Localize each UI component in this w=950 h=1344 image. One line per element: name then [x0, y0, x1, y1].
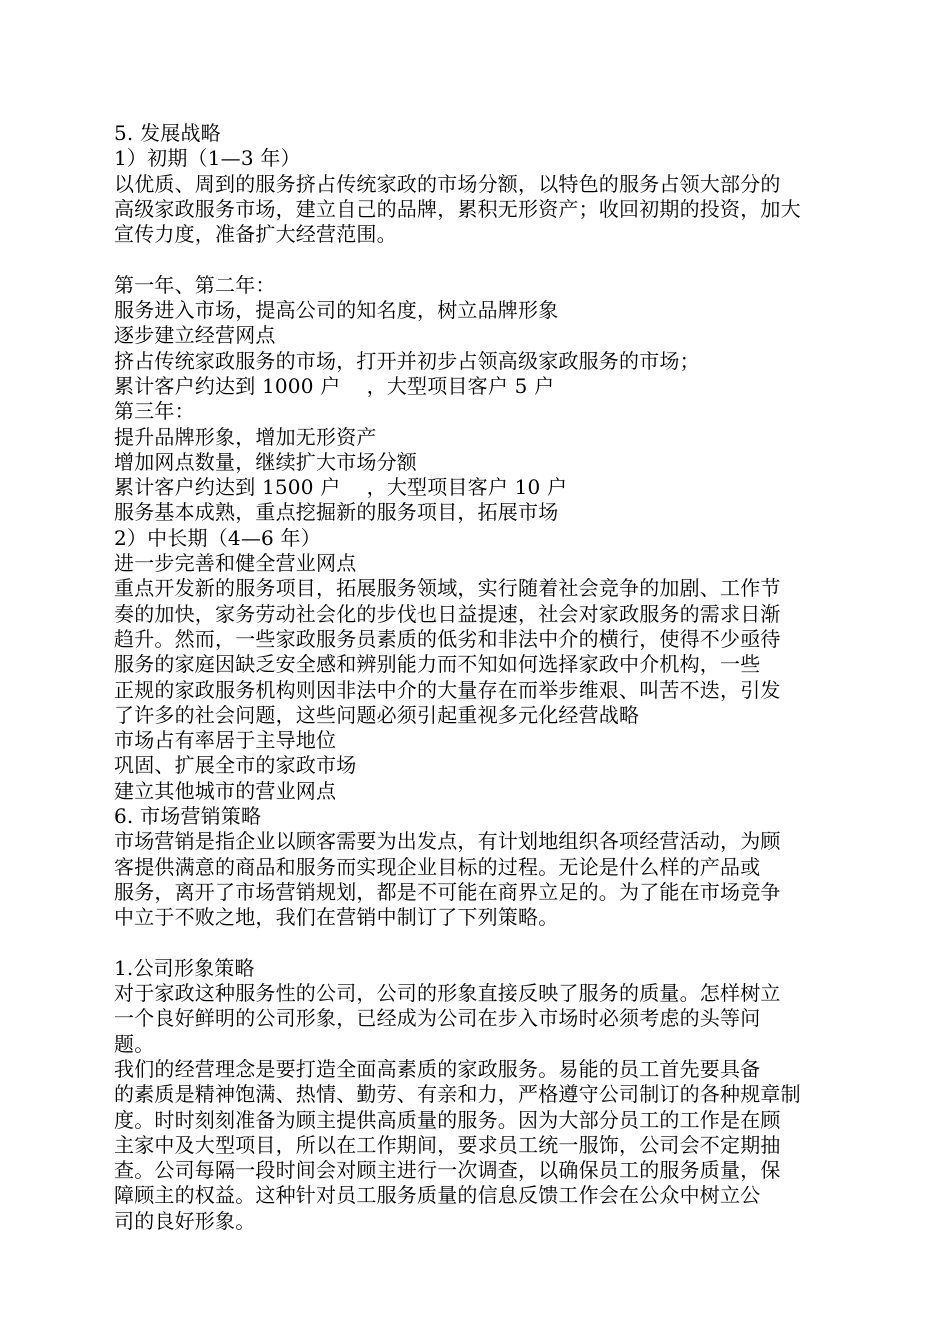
paragraph-line: 中立于不败之地，我们在营销中制订了下列策略。	[114, 905, 559, 930]
list-item: 市场占有率居于主导地位	[114, 728, 337, 753]
list-item: 服务基本成熟，重点挖掘新的服务项目，拓展市场	[114, 500, 559, 525]
paragraph-line: 重点开发新的服务项目，拓展服务领域，实行随着社会竞争的加剧、工作节	[114, 576, 781, 601]
subheading-mid-long-term: 2）中长期（4—6 年）	[114, 525, 321, 550]
paragraph-line: 对于家政这种服务性的公司，公司的形象直接反映了服务的质量。怎样树立	[114, 981, 781, 1006]
paragraph-line: 正规的家政服务机构则因非法中介的大量存在而举步维艰、叫苦不迭，引发	[114, 677, 781, 702]
subheading-year-one-two: 第一年、第二年：	[114, 272, 276, 297]
subheading-year-three: 第三年：	[114, 399, 195, 424]
list-item: 建立其他城市的营业网点	[114, 778, 337, 803]
paragraph-line: 客提供满意的商品和服务而实现企业目标的过程。无论是什么样的产品或	[114, 854, 761, 879]
subheading-initial-phase: 1）初期（1—3 年）	[114, 146, 301, 171]
paragraph-line: 的素质是精神饱满、热情、勤劳、有亲和力，严格遵守公司制订的各种规章制	[114, 1082, 801, 1107]
paragraph-line: 一个良好鲜明的公司形象，已经成为公司在步入市场时必须考虑的头等问	[114, 1006, 761, 1031]
subheading-company-image: 1.公司形象策略	[114, 955, 255, 980]
paragraph-line: 服务的家庭因缺乏安全感和辨别能力而不知如何选择家政中介机构，一些	[114, 652, 761, 677]
paragraph-line: 市场营销是指企业以顾客需要为出发点，有计划地组织各项经营活动，为顾	[114, 829, 781, 854]
paragraph-line: 我们的经营理念是要打造全面高素质的家政服务。易能的员工首先要具备	[114, 1056, 761, 1081]
blank-line	[114, 931, 844, 956]
paragraph-line: 题。	[114, 1031, 155, 1056]
paragraph-line: 主家中及大型项目，所以在工作期间，要求员工统一服饰，公司会不定期抽	[114, 1132, 781, 1157]
list-item: 累计客户约达到 1000 户 ，大型项目客户 5 户	[114, 373, 555, 398]
paragraph-line: 度。时时刻刻准备为顾主提供高质量的服务。因为大部分员工的工作是在顾	[114, 1107, 781, 1132]
paragraph-line: 查。公司每隔一段时间会对顾主进行一次调查，以确保员工的服务质量，保	[114, 1158, 781, 1183]
list-item: 累计客户约达到 1500 户 ，大型项目客户 10 户	[114, 475, 568, 500]
paragraph-line: 高级家政服务市场，建立自己的品牌，累积无形资产；收回初期的投资，加大	[114, 196, 801, 221]
paragraph-line: 以优质、周到的服务挤占传统家政的市场分额，以特色的服务占领大部分的	[114, 171, 781, 196]
list-item: 进一步完善和健全营业网点	[114, 551, 357, 576]
paragraph-line: 趋升。然而，一些家政服务员素质的低劣和非法中介的横行，使得不少亟待	[114, 626, 781, 651]
paragraph-line: 障顾主的权益。这种针对员工服务质量的信息反馈工作会在公众中树立公	[114, 1183, 761, 1208]
list-item: 增加网点数量，继续扩大市场分额	[114, 449, 417, 474]
list-item: 提升品牌形象，增加无形资产	[114, 424, 377, 449]
list-item: 挤占传统家政服务的市场，打开并初步占领高级家政服务的市场；	[114, 348, 700, 373]
list-item: 服务进入市场，提高公司的知名度，树立品牌形象	[114, 298, 559, 323]
paragraph-line: 了许多的社会问题，这些问题必须引起重视多元化经营战略	[114, 702, 640, 727]
document-body	[114, 121, 844, 1234]
paragraph-line: 服务，离开了市场营销规划，都是不可能在商界立足的。为了能在市场竞争	[114, 879, 781, 904]
blank-line	[114, 247, 844, 272]
list-item: 逐步建立经营网点	[114, 323, 276, 348]
section-heading-development-strategy: 5. 发展战略	[114, 121, 221, 145]
section-heading-marketing-strategy: 6. 市场营销策略	[114, 804, 262, 829]
list-item: 巩固、扩展全市的家政市场	[114, 753, 357, 778]
paragraph-line: 宣传力度，准备扩大经营范围。	[114, 222, 397, 247]
paragraph-line: 司的良好形象。	[114, 1208, 256, 1233]
paragraph-line: 奏的加快，家务劳动社会化的步伐也日益提速，社会对家政服务的需求日渐	[114, 601, 781, 626]
